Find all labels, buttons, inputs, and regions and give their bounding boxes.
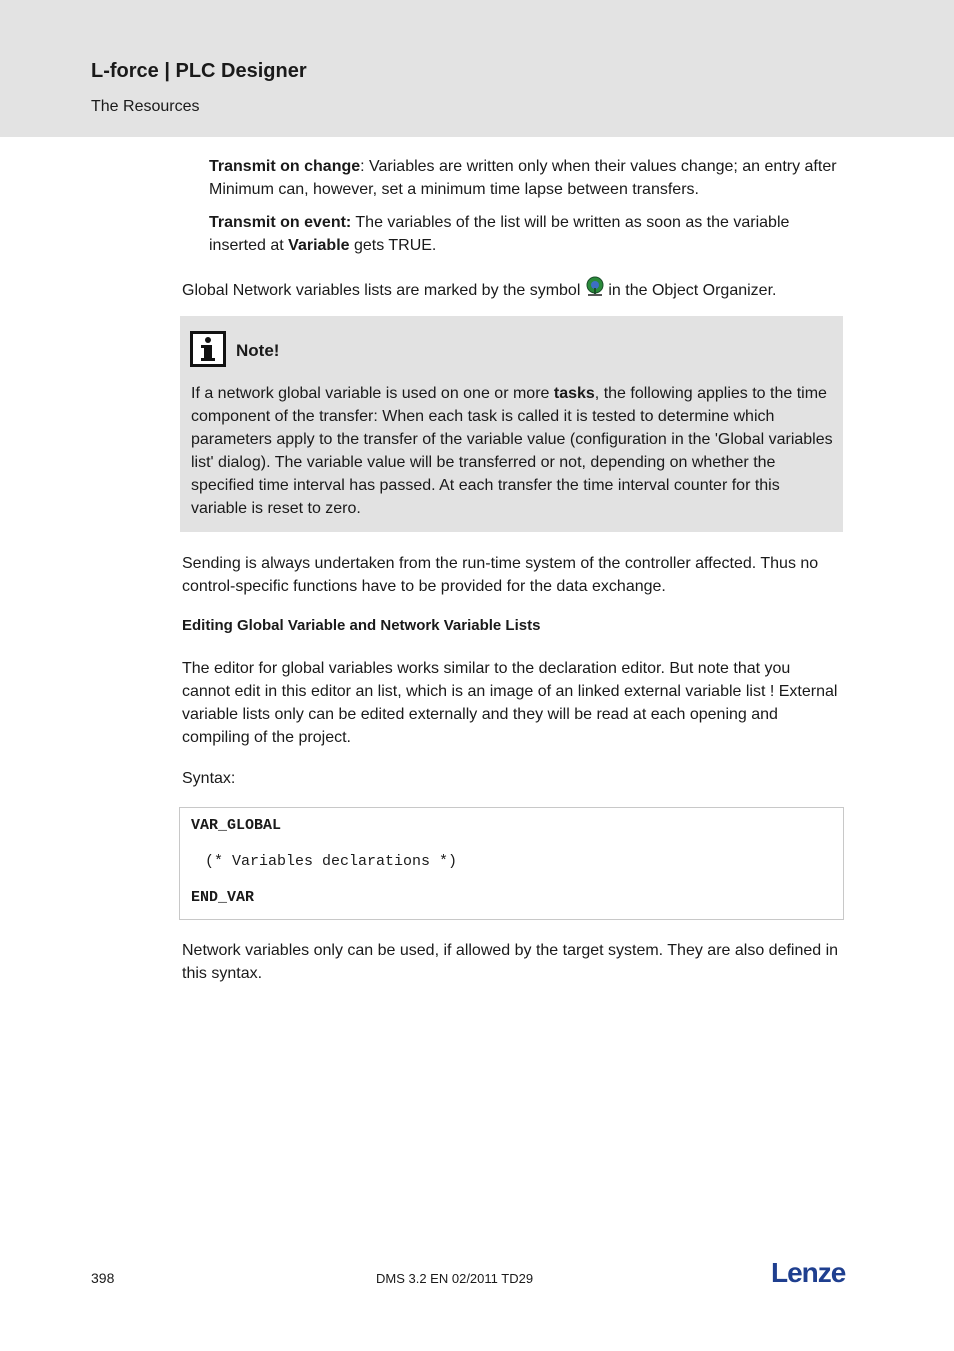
note-title: Note! — [236, 341, 280, 360]
note-box — [180, 316, 843, 532]
page-number: 398 — [91, 1270, 115, 1286]
info-icon — [190, 331, 226, 367]
network-globe-icon — [584, 276, 606, 298]
document-id: DMS 3.2 EN 02/2011 TD29 — [376, 1271, 534, 1286]
note-text-start: If a network global variable is used on one or more — [191, 385, 554, 402]
code-block — [179, 807, 844, 920]
lenze-logo: Lenze — [771, 1257, 846, 1288]
section-heading: Editing Global Variable and Network Variable Lists — [182, 617, 541, 634]
symbol-text-after: in the Object Organizer. — [608, 282, 777, 299]
sending-paragraph: Sending is always undertaken from the run-time system of the controller affected. Thus no control-specific functions have to be provided for the data exchange. — [182, 555, 819, 595]
symbol-paragraph — [182, 276, 842, 302]
tasks-keyword: tasks — [553, 385, 595, 402]
syntax-label: Syntax: — [182, 770, 236, 787]
transmit-on-event-label: Transmit on event: — [209, 214, 352, 231]
network-paragraph: Network variables only can be used, if allowed by the target system. They are also defined in this syntax. — [182, 942, 839, 982]
editor-paragraph: The editor for global variables works similar to the declaration editor. But note that you cannot edit in this editor an list, which is an image of an linked external variable list ! External variable lists only can be edited externally and they will be read at each opening and compiling of the project. — [182, 660, 838, 746]
code-line-end-var: END_VAR — [191, 889, 255, 906]
note-text — [191, 382, 836, 520]
page-header — [0, 0, 954, 137]
symbol-text-before: Global Network variables lists are marked by the symbol — [182, 282, 581, 299]
transmit-on-change-paragraph — [209, 155, 849, 201]
code-line-comment: (* Variables declarations *) — [205, 853, 458, 870]
transmit-on-event-text-end: gets TRUE. — [349, 237, 437, 254]
section-title: The Resources — [91, 98, 200, 115]
transmit-on-change-label: Transmit on change — [209, 158, 361, 175]
transmit-on-event-paragraph — [209, 211, 849, 257]
variable-keyword: Variable — [288, 237, 350, 254]
transmit-on-change-text: : Variables are written only when their values change; an entry after Minimum can, however, set a minimum time lapse between transfers. — [209, 158, 837, 198]
document-title: L-force | PLC Designer — [91, 60, 307, 82]
note-text-end: , the following applies to the time component of the transfer: When each task is called it is tested to determine which parameters apply to the transfer of the variable value (configuration in the 'Global variables list' dialog). The variable value will be transferred or not, depending on whether the specified time interval has passed. At each transfer the time interval counter for this variable is reset to zero. — [191, 385, 833, 517]
code-line-var-global: VAR_GLOBAL — [191, 817, 282, 834]
transmit-on-event-text: The variables of the list will be written as soon as the variable inserted at — [209, 214, 790, 254]
